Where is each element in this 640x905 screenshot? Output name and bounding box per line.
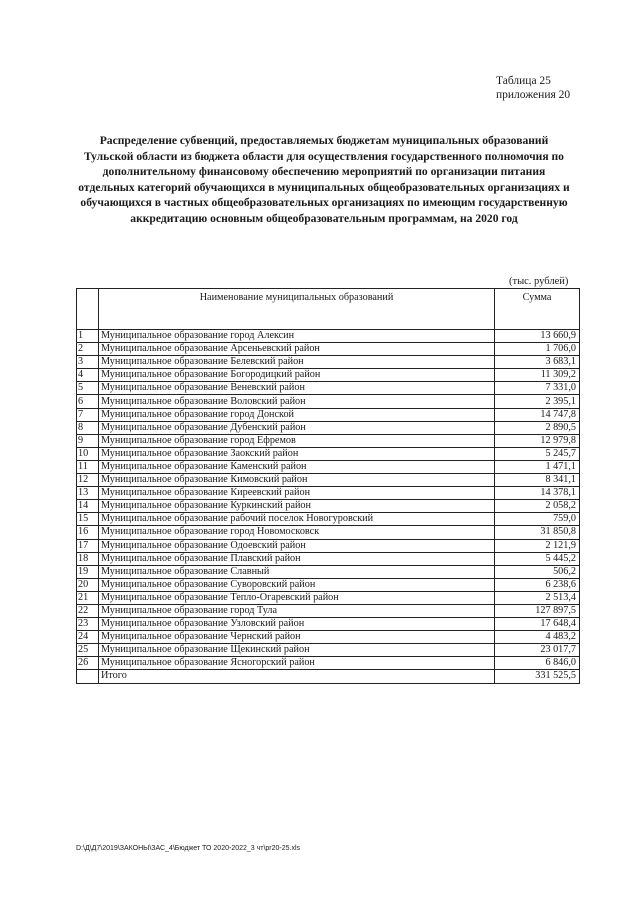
row-number-cell: 10 (77, 447, 99, 460)
total-amount-cell: 331 525,5 (495, 670, 580, 683)
table-body (77, 330, 580, 684)
row-number-cell: 19 (77, 565, 99, 578)
header-name-cell: Наименование муниципальных образований (99, 289, 495, 330)
table-row (77, 591, 580, 604)
amount-cell: 2 121,9 (495, 539, 580, 552)
row-number-cell: 18 (77, 552, 99, 565)
amount-cell: 6 846,0 (495, 657, 580, 670)
total-number-cell (77, 670, 99, 683)
table-row (77, 631, 580, 644)
municipality-name-cell: Муниципальное образование рабочий поселок Новогуровский (99, 513, 495, 526)
table-row (77, 395, 580, 408)
row-number-cell: 14 (77, 500, 99, 513)
row-number-cell: 9 (77, 434, 99, 447)
row-number-cell: 8 (77, 421, 99, 434)
subsidy-table (76, 288, 580, 684)
municipality-name-cell: Муниципальное образование Щекинский район (99, 644, 495, 657)
amount-cell: 2 395,1 (495, 395, 580, 408)
amount-cell: 23 017,7 (495, 644, 580, 657)
row-number-cell: 16 (77, 526, 99, 539)
table-row (77, 356, 580, 369)
table-row (77, 578, 580, 591)
row-number-cell: 24 (77, 631, 99, 644)
row-number-cell: 25 (77, 644, 99, 657)
amount-cell: 2 513,4 (495, 591, 580, 604)
total-label-cell: Итого (99, 670, 495, 683)
table-row (77, 513, 580, 526)
appendix-label: приложения 20 (496, 89, 571, 101)
municipality-name-cell: Муниципальное образование Славный (99, 565, 495, 578)
amount-cell: 4 483,2 (495, 631, 580, 644)
row-number-cell: 13 (77, 487, 99, 500)
table-row (77, 487, 580, 500)
municipality-name-cell: Муниципальное образование Ясногорский район (99, 657, 495, 670)
document-title: Распределение субвенций, предоставляемых бюджетам муниципальных образований Тульской области из бюджета области для осуществления государственного полномочия по дополнительному финансовому обеспечению мероприятий по организации питания отдельных категорий обучающихся в муниципальных общеобразовательных организациях и обучающихся в частных общеобразовательных организациях по имеющим государственную аккредитацию основным общеобразовательным программам, на 2020 год (78, 134, 570, 225)
municipality-name-cell: Муниципальное образование Узловский район (99, 618, 495, 631)
municipality-name-cell: Муниципальное образование город Новомосковск (99, 526, 495, 539)
table-row (77, 460, 580, 473)
municipality-name-cell: Муниципальное образование город Тула (99, 604, 495, 617)
row-number-cell: 12 (77, 474, 99, 487)
municipality-name-cell: Муниципальное образование Каменский район (99, 460, 495, 473)
table-row (77, 343, 580, 356)
amount-cell: 2 058,2 (495, 500, 580, 513)
amount-cell: 12 979,8 (495, 434, 580, 447)
row-number-cell: 22 (77, 604, 99, 617)
amount-cell: 2 890,5 (495, 421, 580, 434)
table-row (77, 657, 580, 670)
municipality-name-cell: Муниципальное образование Суворовский район (99, 578, 495, 591)
municipality-name-cell: Муниципальное образование Веневский район (99, 382, 495, 395)
amount-cell: 6 238,6 (495, 578, 580, 591)
amount-cell: 506,2 (495, 565, 580, 578)
units-label: (тыс. рублей) (509, 276, 569, 287)
row-number-cell: 3 (77, 356, 99, 369)
row-number-cell: 21 (77, 591, 99, 604)
row-number-cell: 26 (77, 657, 99, 670)
municipality-name-cell: Муниципальное образование город Донской (99, 408, 495, 421)
amount-cell: 3 683,1 (495, 356, 580, 369)
row-number-cell: 5 (77, 382, 99, 395)
amount-cell: 7 331,0 (495, 382, 580, 395)
table-row (77, 408, 580, 421)
table-row (77, 382, 580, 395)
table-row (77, 447, 580, 460)
municipality-name-cell: Муниципальное образование Киреевский район (99, 487, 495, 500)
row-number-cell: 15 (77, 513, 99, 526)
municipality-name-cell: Муниципальное образование Куркинский район (99, 500, 495, 513)
amount-cell: 127 897,5 (495, 604, 580, 617)
table-row (77, 526, 580, 539)
table-row (77, 330, 580, 343)
table-row (77, 644, 580, 657)
amount-cell: 8 341,1 (495, 474, 580, 487)
amount-cell: 17 648,4 (495, 618, 580, 631)
municipality-name-cell: Муниципальное образование Арсеньевский район (99, 343, 495, 356)
row-number-cell: 7 (77, 408, 99, 421)
amount-cell: 14 747,8 (495, 408, 580, 421)
row-number-cell: 20 (77, 578, 99, 591)
amount-cell: 31 850,8 (495, 526, 580, 539)
amount-cell: 5 245,7 (495, 447, 580, 460)
municipality-name-cell: Муниципальное образование Заокский район (99, 447, 495, 460)
amount-cell: 759,0 (495, 513, 580, 526)
row-number-cell: 1 (77, 330, 99, 343)
row-number-cell: 23 (77, 618, 99, 631)
row-number-cell: 6 (77, 395, 99, 408)
amount-cell: 11 309,2 (495, 369, 580, 382)
municipality-name-cell: Муниципальное образование город Ефремов (99, 434, 495, 447)
amount-cell: 13 660,9 (495, 330, 580, 343)
row-number-cell: 2 (77, 343, 99, 356)
table-row (77, 604, 580, 617)
document-header (496, 74, 606, 102)
table-row (77, 369, 580, 382)
file-path-footer: D:\Д\Д7\2019\ЗАКОНЫ\ЗАС_4\Бюджет ТО 2020-2022_3 чт\pr20-25.xls (76, 845, 301, 852)
total-row (77, 670, 580, 683)
amount-cell: 5 445,2 (495, 552, 580, 565)
header-number-cell (77, 289, 99, 330)
table-row (77, 434, 580, 447)
row-number-cell: 17 (77, 539, 99, 552)
table-number-label: Таблица 25 (496, 75, 551, 87)
municipality-name-cell: Муниципальное образование Чернский район (99, 631, 495, 644)
amount-cell: 1 471,1 (495, 460, 580, 473)
municipality-name-cell: Муниципальное образование Кимовский район (99, 474, 495, 487)
municipality-name-cell: Муниципальное образование город Алексин (99, 330, 495, 343)
municipality-name-cell: Муниципальное образование Белевский район (99, 356, 495, 369)
table-row (77, 565, 580, 578)
row-number-cell: 11 (77, 460, 99, 473)
amount-cell: 14 378,1 (495, 487, 580, 500)
table-row (77, 421, 580, 434)
table-row (77, 474, 580, 487)
municipality-name-cell: Муниципальное образование Богородицкий район (99, 369, 495, 382)
table-header-row (77, 289, 580, 330)
header-sum-cell: Сумма (495, 289, 580, 330)
table-row (77, 500, 580, 513)
municipality-name-cell: Муниципальное образование Воловский район (99, 395, 495, 408)
municipality-name-cell: Муниципальное образование Плавский район (99, 552, 495, 565)
municipality-name-cell: Муниципальное образование Дубенский район (99, 421, 495, 434)
amount-cell: 1 706,0 (495, 343, 580, 356)
municipality-name-cell: Муниципальное образование Одоевский район (99, 539, 495, 552)
table-row (77, 618, 580, 631)
municipality-name-cell: Муниципальное образование Тепло-Огаревский район (99, 591, 495, 604)
table-row (77, 552, 580, 565)
row-number-cell: 4 (77, 369, 99, 382)
table-row (77, 539, 580, 552)
